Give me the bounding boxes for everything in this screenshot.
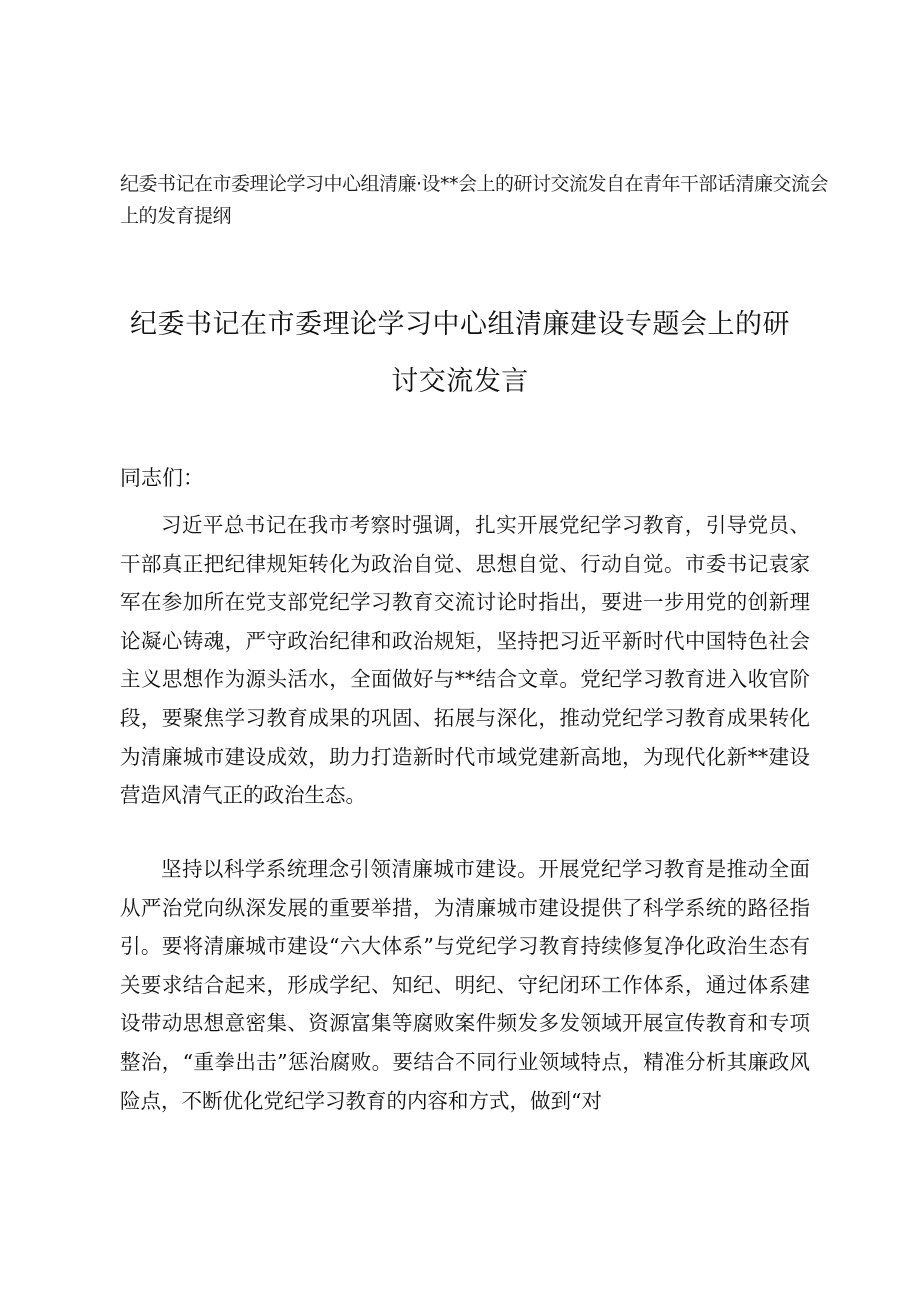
salutation: 同志们： <box>120 466 204 490</box>
title-line-2: 讨交流发言 <box>391 366 529 397</box>
body-paragraph-block-2 <box>120 850 810 1120</box>
body-paragraph-2: 坚持以科学系统理念引领清廉城市建设。开展党纪学习教育是推动全面从严治党向纵深发展的重要举措，为清廉城市建设提供了科学系统的路径指引。要将清廉城市建设“六大体系”与党纪学习教育持续修复净化政治生态有关要求结合起来，形成学纪、知纪、明纪、守纪闭环工作体系，通过体系建设带动思想意密集、资源富集等腐败案件频发多发领域开展宣传教育和专项整治，“重拳出击”惩治腐败。要结合不同行业领域特点，精准分析其廉政风险点，不断优化党纪学习教育的内容和方式，做到“对 <box>120 857 810 1113</box>
document-header-line: 纪委书记在市委理论学习中心组清廉·设**会上的研讨交流发自在青年干部话清廉交流会上的发育提纲 <box>120 173 829 227</box>
body-paragraph-1: 习近平总书记在我市考察时强调，扎实开展党纪学习教育，引导党员、干部真正把纪律规矩转化为政治自觉、思想自觉、行动自觉。市委书记袁家军在参加所在党支部党纪学习教育交流讨论时指出，要进一步用党的创新理论凝心铸魂，严守政治纪律和政治规矩，坚持把习近平新时代中国特色社会主义思想作为源头活水，全面做好与**结合文章。党纪学习教育进入收官阶段，要聚焦学习教育成果的巩固、拓展与深化，推动党纪学习教育成果转化为清廉城市建设成效，助力打造新时代市域党建新高地，为现代化新**建设营造风清气正的政治生态。 <box>120 513 810 808</box>
page-title <box>120 296 800 410</box>
body-paragraph-block-1 <box>120 506 810 815</box>
title-line-1: 纪委书记在市委理论学习中心组清廉建设专题会上的研 <box>130 309 790 340</box>
